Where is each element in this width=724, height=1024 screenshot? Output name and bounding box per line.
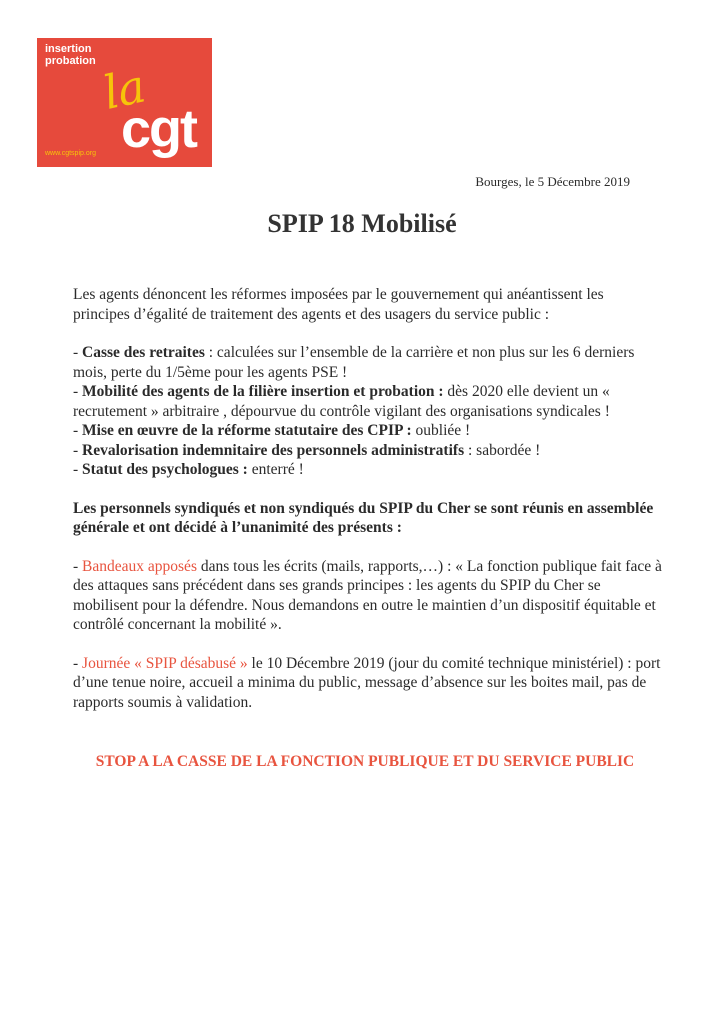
grievance-label: Mise en œuvre de la réforme statutaire des CPIP :	[82, 422, 412, 439]
grievance-text: : calculées sur l’ensemble de la carrière et non plus sur les 6 derniers mois, perte du 1/5ème pour les agents PSE !	[73, 344, 635, 381]
grievance-label: Casse des retraites	[82, 344, 205, 361]
action-day-label: Journée « SPIP désabusé »	[82, 654, 248, 672]
logo-line-2: probation	[45, 55, 96, 67]
action-day: - Journée « SPIP désabusé » le 10 Décembre 2019 (jour du comité technique ministériel) : port d’une tenue noire, accueil a minima du public, message d’absence sur les boites mail, pas de rapports soumis à validation.	[73, 654, 661, 711]
grievance-item: - Statut des psychologues : enterré !	[73, 461, 304, 478]
grievance-list	[73, 343, 663, 480]
grievance-text: enterré !	[247, 461, 304, 478]
action-banners: - Bandeaux apposés dans tous les écrits (mails, rapports,…) : « La fonction publique fait face à des attaques sans précédent dans ses grands principes : les agents du SPIP du Cher se mobilisent pour la défendre. Nous demandons en outre le maintien d’un dispositif équitable et contrôlé concernant la mobilité ».	[73, 557, 662, 633]
logo-caption	[45, 43, 96, 67]
action-banners-text: dans tous les écrits (mails, rapports,…) : « La fonction publique fait face à des attaques sans précédent dans ses grands principes : les agents du SPIP du Cher se mobilisent pour la défendre. Nous demandons en outre le maintien d’un dispositif équitable et contrôlé concernant la mobilité ».	[73, 557, 662, 633]
page-title: SPIP 18 Mobilisé	[267, 209, 457, 238]
action-banners-label: Bandeaux apposés	[82, 557, 197, 575]
grievance-item: - Revalorisation indemnitaire des personnels administratifs : sabordée !	[73, 441, 541, 459]
grievance-text: : sabordée !	[464, 441, 541, 459]
logo-la: la	[98, 58, 150, 120]
intro-paragraph: Les agents dénoncent les réformes imposées par le gouvernement qui anéantissent les principes d’égalité de traitement des agents et des usagers du service public :	[73, 286, 604, 323]
document-body	[73, 285, 663, 712]
grievance-item: - Mise en œuvre de la réforme statutaire des CPIP : oubliée !	[73, 422, 471, 439]
grievance-label: Revalorisation indemnitaire des personnels administratifs	[82, 441, 465, 459]
slogan: STOP A LA CASSE DE LA FONCTION PUBLIQUE ET DU SERVICE PUBLIC	[95, 753, 635, 770]
logo-url: www.cgtspip.org	[45, 150, 96, 157]
logo-cgt: cgt	[121, 99, 196, 159]
document-date: Bourges, le 5 Décembre 2019	[475, 174, 630, 189]
grievance-text: dès 2020 elle devient un « recrutement » arbitraire , dépourvue du contrôle vigilant des organisations syndicales !	[73, 383, 610, 420]
grievance-label: Statut des psychologues :	[82, 461, 248, 478]
grievance-item: - Casse des retraites : calculées sur l’ensemble de la carrière et non plus sur les 6 derniers mois, perte du 1/5ème pour les agents PSE !	[73, 344, 635, 381]
assembly-paragraph	[73, 499, 663, 538]
grievance-label: Mobilité des agents de la filière insertion et probation :	[82, 383, 444, 400]
cgt-logo	[37, 38, 212, 167]
assembly-text: Les personnels syndiqués et non syndiqués du SPIP du Cher se sont réunis en assemblée générale et ont décidé à l’unanimité des présents :	[73, 499, 654, 536]
grievance-item: - Mobilité des agents de la filière insertion et probation : dès 2020 elle devient un « recrutement » arbitraire , dépourvue du contrôle vigilant des organisations syndicales !	[73, 383, 610, 420]
logo-line-1: insertion	[45, 43, 92, 55]
action-day-text: le 10 Décembre 2019 (jour du comité technique ministériel) : port d’une tenue noire, accueil a minima du public, message d’absence sur les boites mail, pas de rapports soumis à validation.	[73, 654, 661, 711]
grievance-text: oubliée !	[411, 422, 471, 439]
